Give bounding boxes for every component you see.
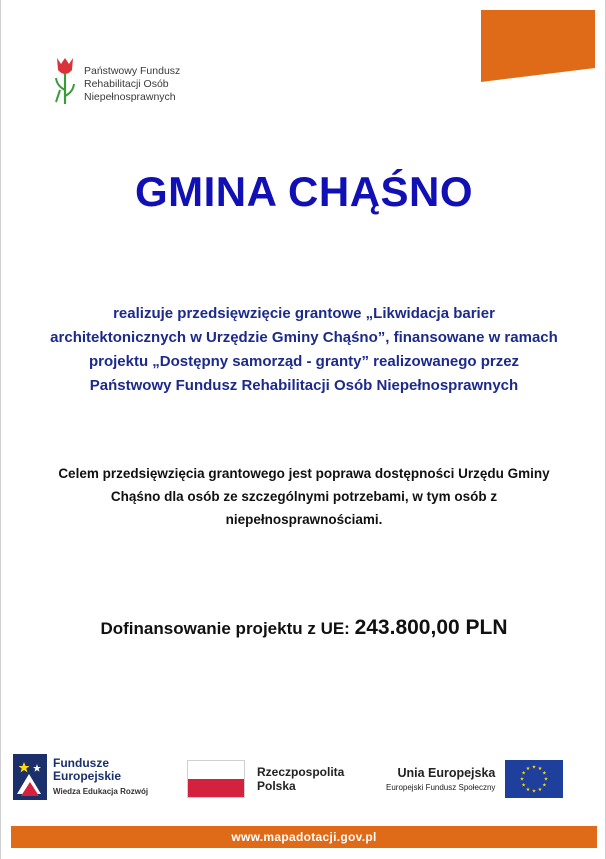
funding-info xyxy=(1,616,606,640)
rzeczpospolita-polska-logo xyxy=(187,760,344,798)
description-line: projektu „Dostępny samorząd - granty” realizowanego przez xyxy=(88,353,520,370)
unia-europejska-text xyxy=(386,766,495,792)
goal-line: niepełnosprawnościami. xyxy=(225,512,383,527)
project-goal xyxy=(31,462,577,531)
unia-line1: Unia Europejska xyxy=(397,766,496,780)
description-line: Państwowy Fundusz Rehabilitacji Osób Niepełnosprawnych xyxy=(89,377,519,394)
unia-line2: Europejski Fundusz Społeczny xyxy=(386,783,496,792)
project-description xyxy=(31,302,577,398)
funding-amount: 243.800,00 PLN xyxy=(354,616,508,639)
svg-text:★: ★ xyxy=(521,782,527,789)
corner-accent-shape xyxy=(481,10,595,82)
fundusze-line2: Europejskie xyxy=(53,768,122,783)
polish-flag-icon xyxy=(187,760,245,798)
svg-text:★: ★ xyxy=(538,787,543,793)
svg-text:★: ★ xyxy=(520,776,525,783)
goal-line: Chąśno dla osób ze szczególnymi potrzebami, w tym osób z xyxy=(110,489,498,504)
rzeczpospolita-line2: Polska xyxy=(257,779,296,793)
fundusze-europejskie-text xyxy=(53,757,148,798)
pfron-logo-line: Niepełnosprawnych xyxy=(84,91,176,103)
page-title: GMINA CHĄŚNO xyxy=(134,168,474,215)
funding-label: Dofinansowanie projektu z UE: xyxy=(100,619,355,638)
fundusze-europejskie-icon xyxy=(13,754,47,800)
eu-flag-icon xyxy=(505,760,563,798)
svg-text:★: ★ xyxy=(526,787,531,793)
pfron-logo-line: Państwowy Fundusz xyxy=(84,65,181,77)
svg-text:★: ★ xyxy=(542,770,548,777)
description-line: realizuje przedsięwzięcie grantowe „Likwidacja barier xyxy=(113,305,495,322)
fundusze-europejskie-logo xyxy=(13,754,148,800)
description-line: architektonicznych w Urzędzie Gminy Chąśno”, finansowane w ramach xyxy=(50,329,558,346)
footer-url-bar xyxy=(11,826,597,848)
svg-text:★: ★ xyxy=(521,770,527,777)
svg-text:★: ★ xyxy=(544,776,549,783)
tulip-icon xyxy=(53,56,77,106)
pfron-logo xyxy=(53,56,180,106)
fundusze-line3: Wiedza Edukacja Rozwój xyxy=(53,786,149,796)
fundusze-line1: Fundusze xyxy=(53,755,109,770)
svg-text:★: ★ xyxy=(538,766,543,772)
svg-text:★: ★ xyxy=(542,782,548,789)
svg-text:★: ★ xyxy=(532,788,537,795)
svg-text:★: ★ xyxy=(532,764,537,771)
goal-line: Celem przedsięwzięcia grantowego jest poprawa dostępności Urzędu Gminy xyxy=(58,466,550,481)
svg-text:★: ★ xyxy=(526,766,531,772)
rzeczpospolita-text xyxy=(257,765,344,793)
footer-url-link[interactable]: www.mapadotacji.gov.pl xyxy=(231,830,377,844)
rzeczpospolita-line1: Rzeczpospolita xyxy=(257,765,345,779)
pfron-logo-text xyxy=(84,65,180,104)
pfron-logo-line: Rehabilitacji Osób xyxy=(84,78,169,90)
unia-europejska-logo xyxy=(386,760,563,798)
footer-logos xyxy=(1,750,606,810)
